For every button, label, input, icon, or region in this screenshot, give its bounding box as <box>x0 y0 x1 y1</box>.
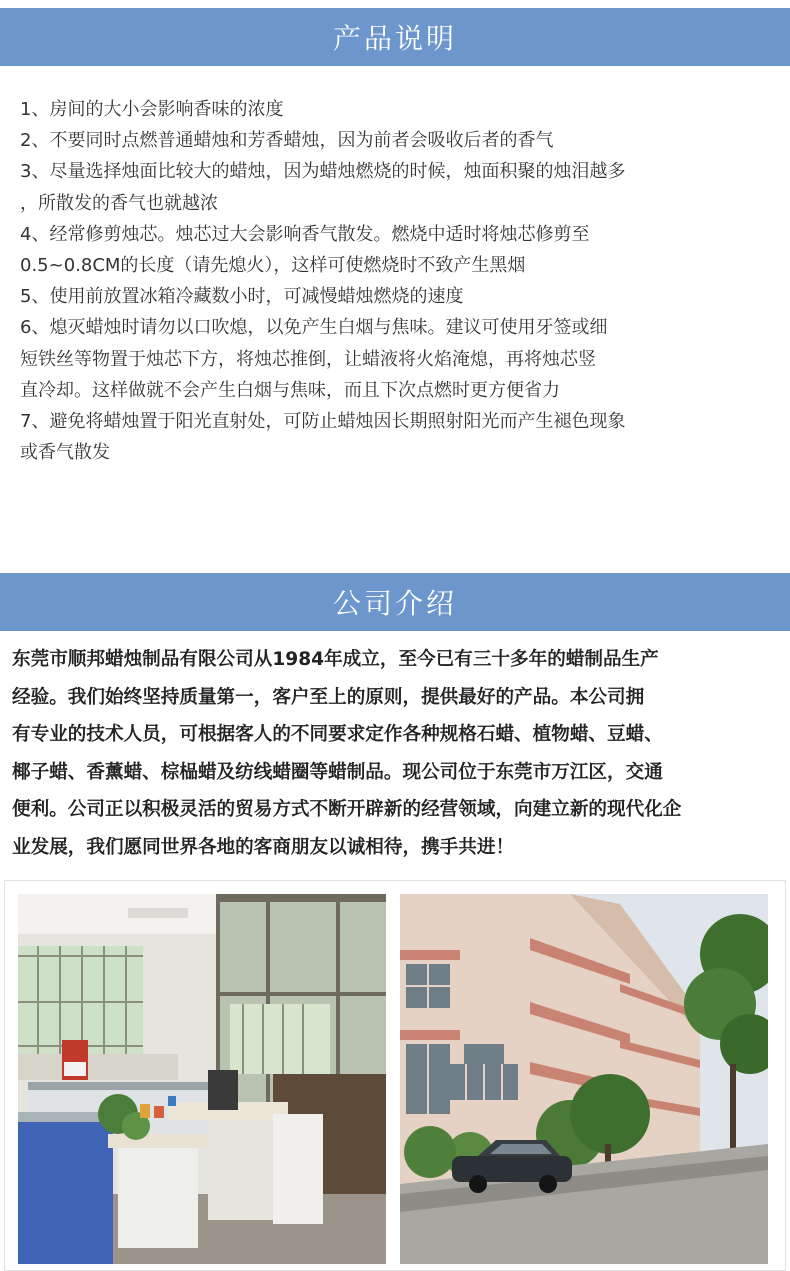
company-introduction-banner <box>0 573 790 631</box>
product-note-line: 7、避免将蜡烛置于阳光直射处，可防止蜡烛因长期照射阳光而产生褪色现象 <box>20 411 626 433</box>
company-intro-line: 东莞市顺邦蜡烛制品有限公司从1984年成立，至今已有三十多年的蜡制品生产 <box>12 649 659 670</box>
product-note-line: 2、不要同时点燃普通蜡烛和芳香蜡烛，因为前者会吸收后者的香气 <box>20 130 554 152</box>
company-intro-line: 业发展，我们愿同世界各地的客商朋友以诚相待，携手共进！ <box>12 836 515 858</box>
company-introduction-text <box>12 641 788 867</box>
product-note-line: 3、尽量选择烛面比较大的蜡烛，因为蜡烛燃烧的时候，烛面积聚的烛泪越多 <box>20 161 626 183</box>
company-introduction-title: 公司介绍 <box>332 587 457 620</box>
company-intro-line: 经验。我们始终坚持质量第一，客户至上的原则，提供最好的产品。本公司拥 <box>12 686 645 708</box>
product-note-line: 或香气散发 <box>20 442 110 464</box>
product-note-line: 1、房间的大小会影响香味的浓度 <box>20 99 284 120</box>
company-intro-line: 椰子蜡、香薰蜡、棕榀蜡及纺线蜡圈等蜡制品。现公司位于东莞市万江区，交通 <box>12 761 663 783</box>
product-description-title: 产品说明 <box>332 22 457 55</box>
product-note-line: 6、熄灭蜡烛时请勿以口吹熄，以免产生白烟与焦味。建议可使用牙签或细 <box>20 317 608 339</box>
product-notes <box>20 94 780 468</box>
product-description-banner <box>0 8 790 66</box>
product-note-line: 5、使用前放置冰箱冷藏数小时，可减慢蜡烛燃烧的速度 <box>20 286 464 308</box>
product-note-line: ，所散发的香气也就越浓 <box>20 192 218 214</box>
company-intro-line: 便利。公司正以积极灵活的贸易方式不断开辟新的经营领域，向建立新的现代化企 <box>12 799 682 821</box>
product-note-line: 4、经常修剪烛芯。烛芯过大会影响香气散发。燃烧中适时将烛芯修剪至 <box>20 223 590 245</box>
office-photo <box>18 894 386 1264</box>
product-note-line: 0.5~0.8CM的长度（请先熄火），这样可使燃烧时不致产生黑烟 <box>20 255 526 277</box>
product-note-line: 直冷却。这样做就不会产生白烟与焦味，而且下次点燃时更方便省力 <box>20 379 560 401</box>
product-note-line: 短铁丝等物置于烛芯下方，将烛芯推倒，让蜡液将火焰淹熄，再将烛芯竖 <box>20 348 596 370</box>
company-intro-line: 有专业的技术人员，可根据客人的不同要求定作各种规格石蜡、植物蜡、豆蜡、 <box>12 724 663 746</box>
building-photo <box>400 894 768 1264</box>
